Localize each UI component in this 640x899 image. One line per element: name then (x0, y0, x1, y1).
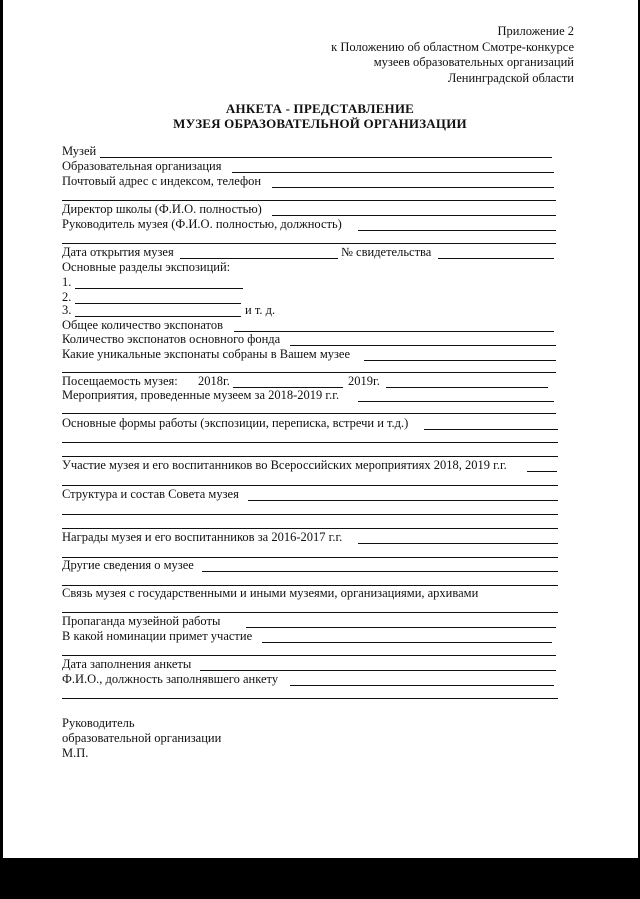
section-item-2-line[interactable] (75, 303, 241, 304)
field-filler-line[interactable] (290, 685, 554, 686)
field-participation-line-2[interactable] (62, 485, 558, 486)
field-opening-date (62, 245, 174, 259)
section-etc-label: и т. д. (245, 303, 276, 317)
field-forms-label: Основные формы работы (экспозиции, переписка, встречи и т.д.) (62, 416, 409, 430)
field-director (62, 202, 262, 216)
field-council-label: Структура и состав Совета музея (62, 487, 239, 501)
field-main-fund-line[interactable] (290, 345, 556, 346)
field-events-line-2[interactable] (62, 413, 556, 414)
section-item-2 (62, 290, 71, 304)
field-sections (62, 260, 230, 274)
field-nomination (62, 629, 252, 643)
field-forms-line-2[interactable] (62, 442, 558, 443)
field-unique-label: Какие уникальные экспонаты собраны в Вашем музее (62, 347, 351, 361)
field-head (62, 217, 342, 231)
field-unique (62, 347, 350, 361)
field-participation-line[interactable] (527, 471, 557, 472)
field-nomination-line-2[interactable] (62, 655, 556, 656)
field-address-line[interactable] (272, 187, 554, 188)
field-propaganda-label: Пропаганда музейной работы (62, 614, 221, 628)
field-address (62, 174, 261, 188)
field-forms-line-3[interactable] (62, 456, 558, 457)
appendix-header (331, 24, 574, 86)
field-events (62, 388, 339, 402)
field-attendance-2019-line[interactable] (386, 387, 548, 388)
section-item-3-label: 3. (62, 303, 72, 317)
field-total-exhibits-line[interactable] (234, 331, 554, 332)
field-nomination-label: В какой номинации примет участие (62, 629, 253, 643)
field-forms-line[interactable] (424, 429, 558, 430)
header-line-2: к Положению об областном Смотре-конкурсе (331, 39, 574, 54)
section-item-3-line[interactable] (75, 316, 241, 317)
header-line-3: музеев образовательных организаций (373, 55, 574, 69)
field-head-line-2[interactable] (62, 243, 556, 244)
section-item-1-label: 1. (62, 275, 72, 289)
field-total-exhibits (62, 318, 223, 332)
section-item-1-line[interactable] (75, 288, 243, 289)
field-organization-line[interactable] (232, 172, 554, 173)
section-etc (245, 303, 275, 317)
field-address-line-2[interactable] (62, 200, 556, 201)
field-director-line[interactable] (272, 215, 556, 216)
form-title-line-2: МУЗЕЯ ОБРАЗОВАТЕЛЬНОЙ ОРГАНИЗАЦИИ (173, 116, 467, 131)
field-opening-date-label: Дата открытия музея (62, 245, 174, 259)
field-participation-label: Участие музея и его воспитанников во Всероссийских мероприятиях 2018, 2019 г.г. (62, 458, 507, 472)
signature-block (62, 716, 221, 761)
field-organization (62, 159, 222, 173)
field-unique-line[interactable] (364, 360, 556, 361)
field-museum-line[interactable] (100, 157, 552, 158)
field-filler-line-2[interactable] (62, 698, 558, 699)
field-attendance-label: Посещаемость музея: (62, 374, 178, 388)
field-links-label: Связь музея с государственными и иными музеями, организациями, архивами (62, 586, 479, 600)
field-other-label: Другие сведения о музее (62, 558, 194, 572)
field-attendance-2018-label: 2018г. (198, 374, 230, 388)
field-main-fund-label: Количество экспонатов основного фонда (62, 332, 281, 346)
field-organization-label: Образовательная организация (62, 159, 222, 173)
field-propaganda (62, 614, 220, 628)
form-title-line-1: АНКЕТА - ПРЕДСТАВЛЕНИЕ (225, 101, 415, 116)
field-council (62, 487, 239, 501)
field-participation (62, 458, 507, 472)
field-museum-label: Музей (62, 144, 97, 158)
field-attendance (62, 374, 178, 388)
section-item-1 (62, 275, 71, 289)
field-fill-date-label: Дата заполнения анкеты (62, 657, 192, 671)
field-links (62, 586, 478, 600)
field-certificate-label: № свидетельства (341, 245, 432, 259)
field-other-line[interactable] (202, 571, 558, 572)
field-main-fund (62, 332, 280, 346)
field-nomination-line[interactable] (262, 642, 552, 643)
field-awards-line[interactable] (358, 543, 558, 544)
field-director-label: Директор школы (Ф.И.О. полностью) (62, 202, 262, 216)
field-awards (62, 530, 342, 544)
header-line-1: Приложение 2 (497, 24, 574, 38)
field-council-line-3[interactable] (62, 528, 558, 529)
field-fill-date (62, 657, 191, 671)
field-attendance-2019 (348, 374, 380, 388)
field-opening-date-line[interactable] (180, 258, 338, 259)
signature-line-2: образовательной организации (62, 731, 222, 745)
header-line-4: Ленинградской области (447, 70, 574, 85)
field-fill-date-line[interactable] (200, 670, 556, 671)
field-filler-label: Ф.И.О., должность заполнявшего анкету (62, 672, 279, 686)
field-address-label: Почтовый адрес с индексом, телефон (62, 174, 262, 188)
field-filler (62, 672, 278, 686)
signature-line-1: Руководитель (62, 716, 135, 730)
field-sections-label: Основные разделы экспозиций: (62, 260, 231, 274)
field-events-label: Мероприятия, проведенные музеем за 2018-2019 г.г. (62, 388, 340, 402)
field-council-line[interactable] (248, 500, 558, 501)
field-unique-line-2[interactable] (62, 372, 556, 373)
field-propaganda-line[interactable] (246, 627, 556, 628)
field-attendance-2019-label: 2019г. (348, 374, 380, 388)
field-certificate-line[interactable] (438, 258, 554, 259)
field-head-line[interactable] (358, 230, 556, 231)
signature-line-3: М.П. (62, 746, 89, 760)
section-item-3 (62, 303, 71, 317)
field-events-line[interactable] (358, 401, 554, 402)
scan-bottom-bar (0, 858, 640, 899)
field-head-label: Руководитель музея (Ф.И.О. полностью, должность) (62, 217, 342, 231)
field-attendance-2018 (198, 374, 230, 388)
field-certificate (341, 245, 431, 259)
field-awards-label: Награды музея и его воспитанников за 2016-2017 г.г. (62, 530, 343, 544)
field-museum (62, 144, 96, 158)
field-council-line-2[interactable] (62, 514, 558, 515)
section-item-2-label: 2. (62, 290, 72, 304)
field-total-exhibits-label: Общее количество экспонатов (62, 318, 224, 332)
field-links-line[interactable] (62, 612, 558, 613)
field-other (62, 558, 194, 572)
field-forms (62, 416, 408, 430)
